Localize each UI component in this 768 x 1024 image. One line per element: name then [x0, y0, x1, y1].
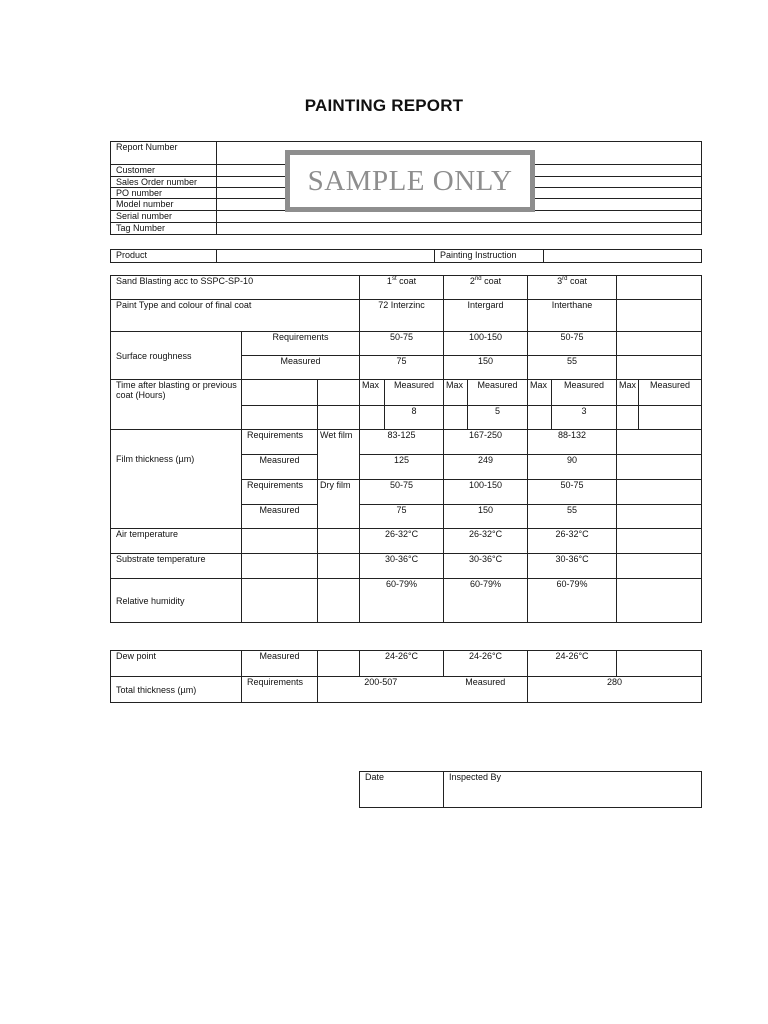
dry-req-3: 50-75 — [528, 480, 617, 505]
time-blank-c[interactable] — [242, 406, 318, 430]
dry-req-1: 50-75 — [360, 480, 444, 505]
roughness-meas-2: 150 — [444, 356, 528, 380]
time-measured-4: Measured — [639, 380, 702, 406]
paint-type-label: Paint Type and colour of final coat — [111, 300, 360, 332]
coat-3-header: 3rd coat — [528, 276, 617, 300]
dry-meas-1: 75 — [360, 505, 444, 529]
wet-meas-1: 125 — [360, 455, 444, 480]
time-val-1: 8 — [385, 406, 444, 430]
time-max-4: Max — [617, 380, 639, 406]
humidity-4[interactable] — [617, 579, 702, 623]
customer-label: Customer — [111, 165, 217, 177]
total-measured-value: 280 — [528, 677, 702, 703]
total-thickness-label: Total thickness (µm) — [111, 677, 242, 703]
dew-point-label: Dew point — [111, 651, 242, 677]
humidity-1: 60-79% — [360, 579, 444, 623]
page-title: PAINTING REPORT — [304, 96, 464, 115]
dry-meas-4[interactable] — [617, 505, 702, 529]
time-measured-1: Measured — [385, 380, 444, 406]
dew-value-3: 24-26°C — [528, 651, 617, 677]
substrate-temp-2: 30-36°C — [444, 554, 528, 579]
dry-meas-2: 150 — [444, 505, 528, 529]
substrate-temp-1: 30-36°C — [360, 554, 444, 579]
sales-order-label: Sales Order number — [111, 177, 217, 188]
time-max-val-1[interactable] — [360, 406, 385, 430]
dew-value-2: 24-26°C — [444, 651, 528, 677]
painting-instruction-field[interactable] — [544, 250, 702, 263]
dry-req-2: 100-150 — [444, 480, 528, 505]
roughness-meas-3: 55 — [528, 356, 617, 380]
time-measured-2: Measured — [468, 380, 528, 406]
signature-table — [359, 771, 702, 808]
relative-humidity-label: Relative humidity — [111, 579, 242, 623]
painting-instruction-label: Painting Instruction — [435, 250, 544, 263]
dew-blank[interactable] — [318, 651, 360, 677]
air-temperature-label: Air temperature — [111, 529, 242, 554]
roughness-req-1: 50-75 — [360, 332, 444, 356]
humidity-3: 60-79% — [528, 579, 617, 623]
substrate-temperature-label: Substrate temperature — [111, 554, 242, 579]
product-table — [110, 249, 702, 263]
wet-req-3: 88-132 — [528, 430, 617, 455]
serial-number-label: Serial number — [111, 211, 217, 223]
air-blank-b[interactable] — [318, 529, 360, 554]
po-number-label: PO number — [111, 188, 217, 199]
sand-blasting-label: Sand Blasting acc to SSPC-SP-10 — [111, 276, 360, 300]
air-temp-3: 26-32°C — [528, 529, 617, 554]
air-temp-2: 26-32°C — [444, 529, 528, 554]
humidity-blank-b[interactable] — [318, 579, 360, 623]
wet-meas-3: 90 — [528, 455, 617, 480]
report-number-label: Report Number — [111, 142, 217, 165]
air-temp-4[interactable] — [617, 529, 702, 554]
film-wet-meas-label: Measured — [242, 455, 318, 480]
paint-coat-3: Interthane — [528, 300, 617, 332]
humidity-blank-a[interactable] — [242, 579, 318, 623]
serial-number-field[interactable] — [217, 211, 702, 223]
wet-meas-4[interactable] — [617, 455, 702, 480]
roughness-req-3: 50-75 — [528, 332, 617, 356]
roughness-req-2: 100-150 — [444, 332, 528, 356]
coating-table — [110, 275, 702, 623]
substrate-blank-b[interactable] — [318, 554, 360, 579]
roughness-meas-label: Measured — [242, 356, 360, 380]
date-field[interactable]: Date — [360, 772, 444, 808]
roughness-req-label: Requirements — [242, 332, 360, 356]
paint-coat-4[interactable] — [617, 300, 702, 332]
inspected-by-field[interactable]: Inspected By — [444, 772, 702, 808]
time-after-blasting-label: Time after blasting or previous coat (Hours) — [111, 380, 242, 430]
coat-2-header: 2nd coat — [444, 276, 528, 300]
time-blank-b[interactable] — [318, 380, 360, 406]
wet-req-1: 83-125 — [360, 430, 444, 455]
roughness-req-4[interactable] — [617, 332, 702, 356]
wet-film-label: Wet film — [318, 430, 360, 480]
humidity-2: 60-79% — [444, 579, 528, 623]
total-req-value: 200-507 — [318, 677, 444, 703]
time-max-val-2[interactable] — [444, 406, 468, 430]
total-req-label: Requirements — [242, 677, 318, 703]
time-val-2: 5 — [468, 406, 528, 430]
time-val-3: 3 — [552, 406, 617, 430]
time-max-2: Max — [444, 380, 468, 406]
dew-point-table — [110, 650, 702, 703]
dry-meas-3: 55 — [528, 505, 617, 529]
paint-coat-1: 72 Interzinc — [360, 300, 444, 332]
wet-req-2: 167-250 — [444, 430, 528, 455]
wet-req-4[interactable] — [617, 430, 702, 455]
air-temp-1: 26-32°C — [360, 529, 444, 554]
substrate-temp-4[interactable] — [617, 554, 702, 579]
dew-measured-label: Measured — [242, 651, 318, 677]
time-max-1: Max — [360, 380, 385, 406]
roughness-meas-4[interactable] — [617, 356, 702, 380]
film-dry-meas-label: Measured — [242, 505, 318, 529]
dew-value-4[interactable] — [617, 651, 702, 677]
dew-value-1: 24-26°C — [360, 651, 444, 677]
substrate-blank-a[interactable] — [242, 554, 318, 579]
dry-film-label: Dry film — [318, 480, 360, 529]
time-blank-a[interactable] — [242, 380, 318, 406]
time-max-val-4[interactable] — [617, 406, 639, 430]
tag-number-label: Tag Number — [111, 223, 217, 235]
watermark-text: SAMPLE ONLY — [307, 164, 513, 197]
air-blank-a[interactable] — [242, 529, 318, 554]
roughness-meas-1: 75 — [360, 356, 444, 380]
model-number-label: Model number — [111, 199, 217, 211]
substrate-temp-3: 30-36°C — [528, 554, 617, 579]
time-max-val-3[interactable] — [528, 406, 552, 430]
wet-meas-2: 249 — [444, 455, 528, 480]
time-val-4[interactable] — [639, 406, 702, 430]
coat-4-header — [617, 276, 702, 300]
total-measured-label: Measured — [444, 677, 528, 703]
paint-coat-2: Intergard — [444, 300, 528, 332]
film-dry-req-label: Requirements — [242, 480, 318, 505]
surface-roughness-label: Surface roughness — [111, 332, 242, 380]
product-field[interactable] — [217, 250, 435, 263]
time-measured-3: Measured — [552, 380, 617, 406]
time-blank-d[interactable] — [318, 406, 360, 430]
sample-watermark — [285, 150, 535, 212]
dry-req-4[interactable] — [617, 480, 702, 505]
film-thickness-label: Film thickness (µm) — [111, 430, 242, 529]
film-wet-req-label: Requirements — [242, 430, 318, 455]
product-label: Product — [111, 250, 217, 263]
coat-1-header: 1st coat — [360, 276, 444, 300]
time-max-3: Max — [528, 380, 552, 406]
tag-number-field[interactable] — [217, 223, 702, 235]
